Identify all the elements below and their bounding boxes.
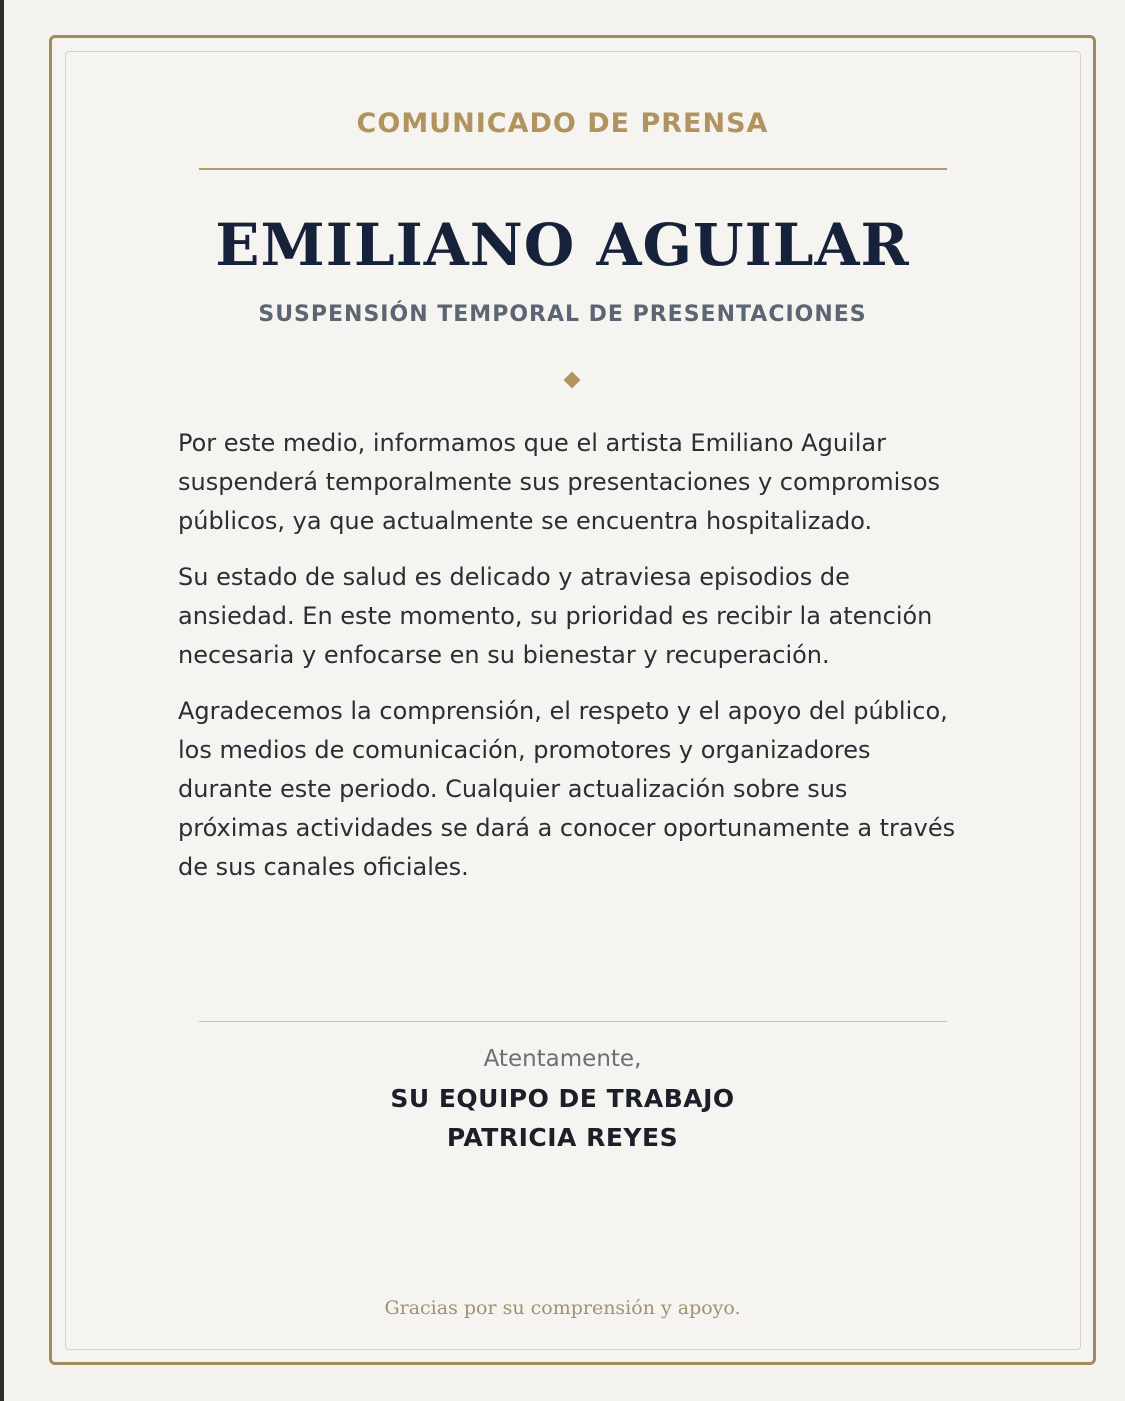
- statement-paragraph-2: Su estado de salud es delicado y atraviesa episodios de ansiedad. En este momento, su prioridad es recibir la atención necesaria y enfocarse en su bienestar y recuperación.: [178, 563, 933, 669]
- statement-paragraph-3: Agradecemos la comprensión, el respeto y el apoyo del público, los medios de comunicación, promotores y organizadores durante este periodo. Cualquier actualización sobre sus próximas actividades se dará a conocer oportunamente a través de sus canales oficiales.: [178, 697, 956, 881]
- signer-name: PATRICIA REYES: [446, 1123, 679, 1152]
- top-divider: [199, 168, 947, 170]
- statement-body: [178, 424, 958, 904]
- announcement-subtitle: SUSPENSIÓN TEMPORAL DE PRESENTACIONES: [258, 302, 867, 327]
- statement-paragraph-1: Por este medio, informamos que el artista Emiliano Aguilar suspenderá temporalmente sus presentaciones y compromisos públicos, ya que actualmente se encuentra hospitalizado.: [178, 429, 941, 535]
- artist-name-title: EMILIANO AGUILAR: [215, 211, 910, 279]
- bottom-divider: [199, 1021, 947, 1022]
- closing-salutation: Atentamente,: [483, 1046, 642, 1072]
- signer-team: SU EQUIPO DE TRABAJO: [390, 1084, 735, 1113]
- press-release-kicker: COMUNICADO DE PRENSA: [356, 108, 769, 139]
- footer-thanks-note: Gracias por su comprensión y apoyo.: [384, 1297, 741, 1319]
